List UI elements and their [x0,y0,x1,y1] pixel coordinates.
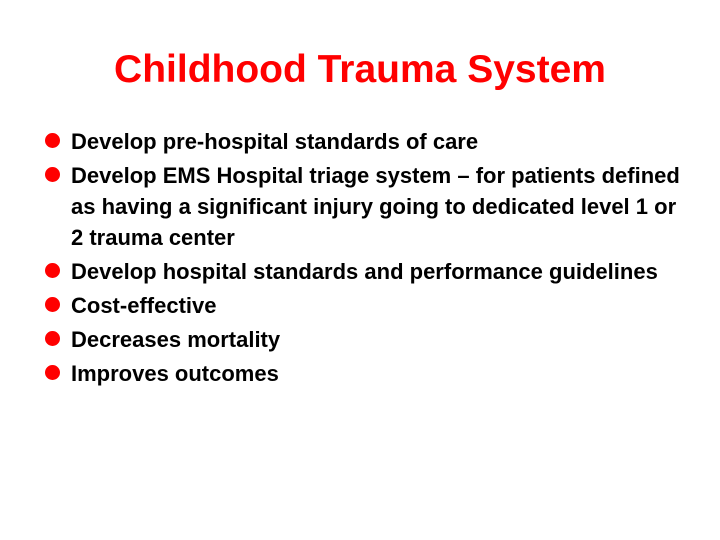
bullet-text: Decreases mortality [71,327,281,352]
bullet-item [44,160,684,253]
bullet-text: Develop EMS Hospital triage system – for patients defined as having a significant injury going to dedicated level 1 or 2 trauma center [71,163,680,250]
bullet-text: Develop pre-hospital standards of care [71,129,479,154]
bullet-list [44,126,684,392]
bullet-item [44,324,684,355]
bullet-text: Cost-effective [71,293,217,318]
bullet-dot-icon [45,133,60,148]
bullet-dot-icon [45,331,60,346]
slide-title: Childhood Trauma System [114,48,606,91]
bullet-text: Improves outcomes [71,361,279,386]
bullet-item [44,358,684,389]
bullet-dot-icon [45,263,60,278]
bullet-text: Develop hospital standards and performance guidelines [71,259,658,284]
bullet-item [44,290,684,321]
bullet-dot-icon [45,167,60,182]
bullet-dot-icon [45,365,60,380]
bullet-item [44,256,684,287]
bullet-item [44,126,684,157]
bullet-dot-icon [45,297,60,312]
